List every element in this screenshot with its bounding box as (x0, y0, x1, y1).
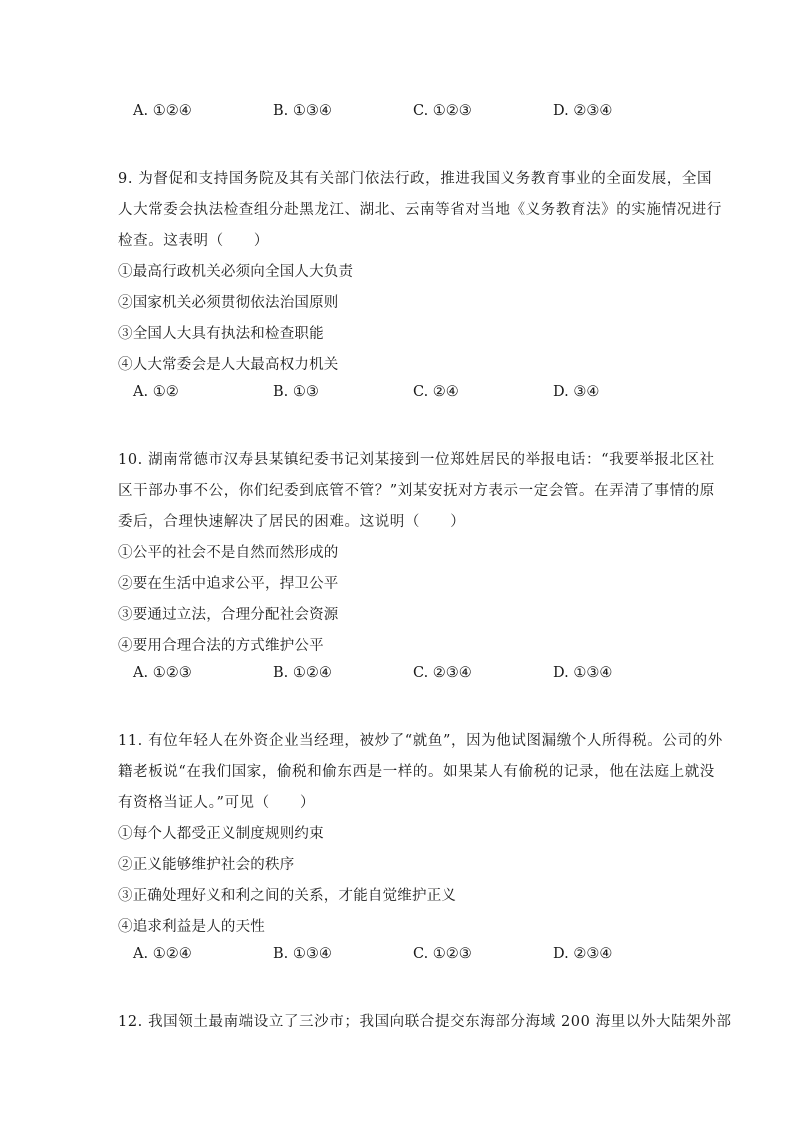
option-c[interactable]: C. ②③④ (413, 665, 472, 681)
q10-stem-line-1: 10. 湖南常德市汉寿县某镇纪委书记刘某接到一位郑姓居民的举报电话：“我要举报北区社 (118, 452, 715, 468)
prev-options (133, 103, 753, 125)
option-b[interactable]: B. ①③④ (273, 103, 332, 119)
q10-statement-1: ①公平的社会不是自然而然形成的 (118, 545, 339, 561)
q9-statement-4: ④人大常委会是人大最高权力机关 (118, 357, 339, 373)
option-c[interactable]: C. ①②③ (413, 103, 472, 119)
option-a[interactable]: A. ①② (133, 384, 179, 400)
option-a[interactable]: A. ①②③ (133, 665, 192, 681)
q9-stem-line-3: 检查。这表明（ ） (118, 233, 269, 249)
q9-statement-1: ①最高行政机关必须向全国人大负责 (118, 264, 354, 280)
q11-statement-2: ②正义能够维护社会的秩序 (118, 857, 295, 873)
q10-stem-line-3: 委后，合理快速解决了居民的困难。这说明（ ） (118, 514, 466, 530)
option-b[interactable]: B. ①②④ (273, 665, 332, 681)
q11-stem-line-1: 11. 有位年轻人在外资企业当经理，被炒了“就鱼”，因为他试图漏缴个人所得税。公司的外 (118, 733, 723, 749)
q9-statement-2: ②国家机关必须贯彻依法治国原则 (118, 295, 339, 311)
option-c[interactable]: C. ①②③ (413, 946, 472, 962)
q10-statement-2: ②要在生活中追求公平，捍卫公平 (118, 576, 339, 592)
q9-statement-3: ③全国人大具有执法和检查职能 (118, 326, 324, 342)
option-a[interactable]: A. ①②④ (133, 946, 192, 962)
q9-stem-line-2: 人大常委会执法检查组分赴黑龙江、湖北、云南等省对当地《义务教育法》的实施情况进行 (118, 202, 722, 218)
q11-options (133, 946, 753, 968)
option-b[interactable]: B. ①③ (273, 384, 319, 400)
q11-statement-1: ①每个人都受正义制度规则约束 (118, 826, 324, 842)
q11-stem-line-2: 籍老板说“在我们国家，偷税和偷东西是一样的。如果某人有偷税的记录，他在法庭上就没 (118, 764, 715, 780)
option-a[interactable]: A. ①②④ (133, 103, 192, 119)
option-d[interactable]: D. ③④ (553, 384, 600, 400)
q9-stem-line-1: 9. 为督促和支持国务院及其有关部门依法行政，推进我国义务教育事业的全面发展，全国 (118, 171, 713, 187)
option-d[interactable]: D. ①③④ (553, 665, 613, 681)
q11-stem-line-3: 有资格当证人。”可见（ ） (118, 795, 316, 811)
q10-options (133, 665, 753, 687)
q12-stem-line-1: 12. 我国领土最南端设立了三沙市；我国向联合提交东海部分海域 200 海里以外大陆架外部 (118, 1014, 732, 1030)
q11-statement-4: ④追求利益是人的天性 (118, 919, 265, 935)
option-d[interactable]: D. ②③④ (553, 103, 613, 119)
option-d[interactable]: D. ②③④ (553, 946, 613, 962)
q9-options (133, 384, 753, 406)
q11-statement-3: ③正确处理好义和利之间的关系，才能自觉维护正义 (118, 888, 457, 904)
option-c[interactable]: C. ②④ (413, 384, 459, 400)
q10-stem-line-2: 区干部办事不公，你们纪委到底管不管？”刘某安抚对方表示一定会管。在弄清了事情的原 (118, 483, 715, 499)
option-b[interactable]: B. ①③④ (273, 946, 332, 962)
q10-statement-4: ④要用合理合法的方式维护公平 (118, 638, 324, 654)
q10-statement-3: ③要通过立法，合理分配社会资源 (118, 607, 339, 623)
